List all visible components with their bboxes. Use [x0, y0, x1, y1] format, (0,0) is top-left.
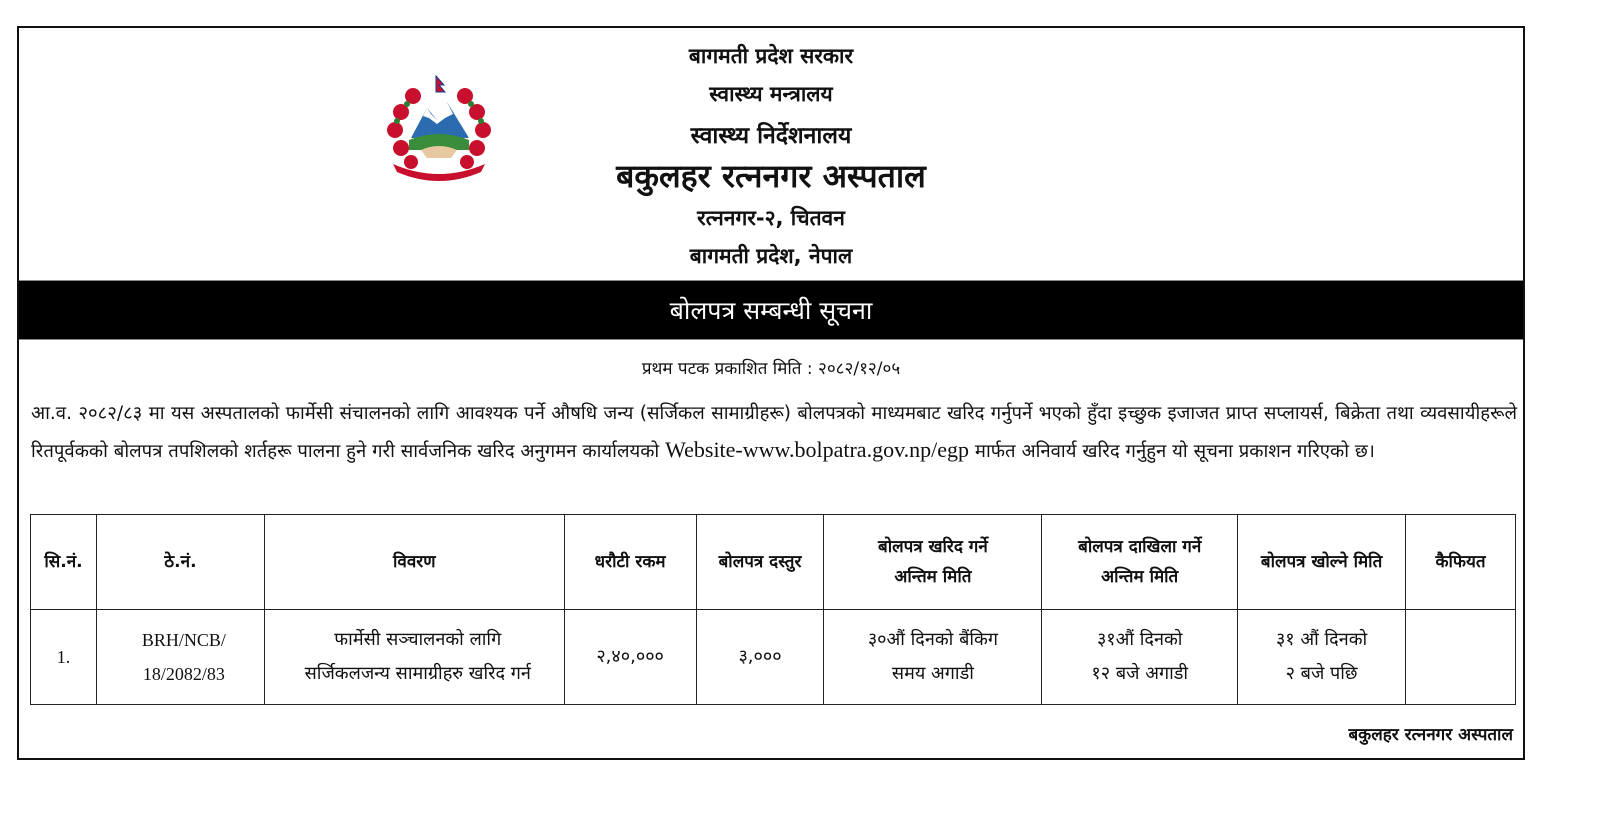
hospital-name: बकुलहर रत्ननगर अस्पताल [616, 157, 926, 195]
col-header-sn: सि.नं. [31, 515, 97, 610]
cell-remarks [1406, 610, 1516, 705]
cell-submit-deadline [1042, 610, 1238, 705]
cell-line: फार्मेसी सञ्चालनको लागि [334, 629, 502, 650]
col-header-purchase-deadline [824, 515, 1042, 610]
col-header-description: विवरण [264, 515, 564, 610]
cell-line: समय अगाडी [891, 663, 974, 684]
col-header-opening-date: बोलपत्र खोल्ने मिति [1238, 515, 1406, 610]
publication-date-value: २०८२/१२/०५ [818, 359, 901, 379]
govt-name: बागमती प्रदेश सरकार [688, 44, 854, 68]
notice-title-banner [19, 280, 1523, 340]
cell-line: ३१औं दिनको [1096, 629, 1183, 650]
ministry-name: स्वास्थ्य मन्त्रालय [709, 82, 833, 106]
table-header-row [31, 515, 1516, 610]
table-row [31, 610, 1516, 705]
cell-line: १२ बजे अगाडी [1091, 663, 1189, 684]
notice-body-text-2: मार्फत अनिवार्य खरिद गर्नुहुन यो सूचना प्रकाशन गरिएको छ। [969, 441, 1375, 462]
col-header-submit-deadline [1042, 515, 1238, 610]
notice-document [17, 26, 1525, 760]
letterhead [19, 28, 1523, 280]
cell-contract-no [96, 610, 264, 705]
header-line: अन्तिम मिति [1101, 567, 1179, 587]
cell-line: सर्जिकलजन्य सामाग्रीहरु खरिद गर्न [304, 663, 531, 684]
cell-line: BRH/NCB/ [141, 630, 226, 650]
cell-line: ३१ औं दिनको [1275, 629, 1368, 650]
cell-line: २ बजे पछि [1285, 663, 1358, 684]
header-line: अन्तिम मिति [894, 567, 972, 587]
website-link[interactable]: Website-www.bolpatra.gov.np/egp [665, 437, 970, 462]
cell-fee: ३,००० [696, 610, 824, 705]
col-header-deposit: धरौटी रकम [564, 515, 696, 610]
col-header-contract-no: ठे.नं. [96, 515, 264, 610]
col-header-remarks: कैफियत [1406, 515, 1516, 610]
notice-body-text-1: आ.व. २०८२/८३ मा यस अस्पतालको फार्मेसी संचालनको लागि आवश्यक पर्ने औषधि जन्य (सर्जिकल सामाग्रीहरू) बोलपत्रको माध्यमबाट खरिद गर्नुपर्ने भएको हुँदा इच्छुक इजाजत प्राप्त सप्लायर्स, बिक्रेता तथा व्यवसायीहरूले रितपूर्वकको बोलपत्र तपशिलको शर्तहरू पालना हुने गरी सार्वजनिक खरिद अनुगमन कार्यालयको [31, 403, 1517, 462]
cell-opening-date [1238, 610, 1406, 705]
address-line-2: बागमती प्रदेश, नेपाल [689, 244, 853, 268]
notice-body [31, 396, 1517, 470]
cell-sn: 1. [31, 610, 97, 705]
header-line: बोलपत्र दाखिला गर्ने [1078, 537, 1202, 557]
cell-line: 18/2082/83 [142, 664, 225, 684]
cell-deposit: २,४०,००० [564, 610, 696, 705]
header-line: बोलपत्र खरिद गर्ने [877, 537, 988, 557]
directorate-name: स्वास्थ्य निर्देशनालय [690, 123, 852, 149]
cell-purchase-deadline [824, 610, 1042, 705]
publication-date-label: प्रथम पटक प्रकाशित मिति : [641, 359, 813, 379]
address-line-1: रत्ननगर-२, चितवन [697, 206, 845, 230]
col-header-fee: बोलपत्र दस्तुर [696, 515, 824, 610]
cell-line: ३०औं दिनको बैंकिग [867, 629, 998, 650]
cell-description [264, 610, 564, 705]
tender-table [30, 514, 1516, 705]
notice-title: बोलपत्र सम्बन्धी सूचना [669, 296, 873, 325]
signature-hospital-name: बकुलहर रत्ननगर अस्पताल [1348, 725, 1513, 745]
publication-date [19, 356, 1523, 379]
